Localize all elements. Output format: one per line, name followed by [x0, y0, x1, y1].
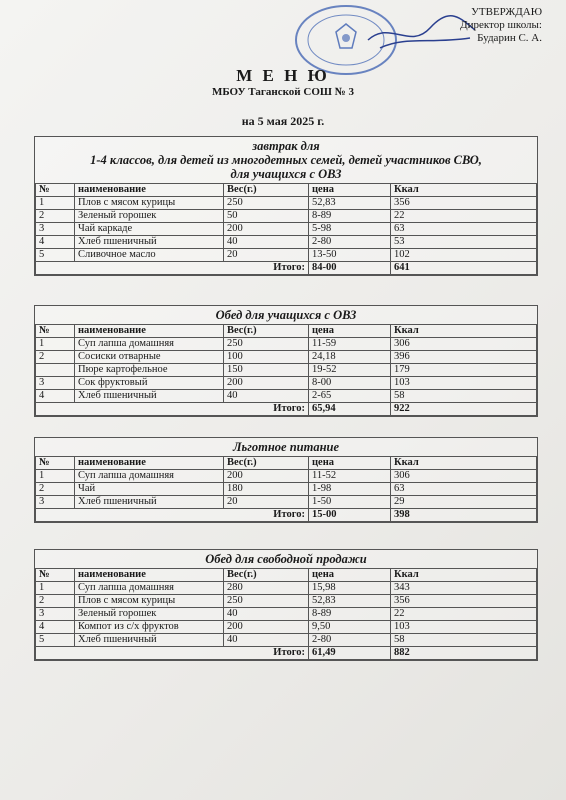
cell-price: 52,83	[309, 595, 391, 608]
cell-num: 3	[36, 496, 75, 509]
total-price: 84-00	[309, 262, 391, 275]
menu-section	[34, 437, 538, 523]
table-row	[36, 595, 537, 608]
cell-num: 3	[36, 223, 75, 236]
cell-name: Суп лапша домашняя	[75, 470, 224, 483]
table-row	[36, 377, 537, 390]
column-header-name: наименование	[75, 569, 224, 582]
cell-name: Пюре картофельное	[75, 364, 224, 377]
table-row	[36, 390, 537, 403]
total-label: Итого:	[36, 647, 309, 660]
cell-name: Суп лапша домашняя	[75, 582, 224, 595]
column-header-price: цена	[309, 325, 391, 338]
cell-num: 4	[36, 621, 75, 634]
total-kcal: 882	[391, 647, 537, 660]
section-title-line: 1-4 классов, для детей из многодетных семей, детей участников СВО,	[90, 153, 482, 167]
cell-weight: 280	[224, 582, 309, 595]
cell-weight: 200	[224, 377, 309, 390]
cell-kcal: 53	[391, 236, 537, 249]
cell-kcal: 29	[391, 496, 537, 509]
menu-section	[34, 549, 538, 661]
cell-num: 2	[36, 210, 75, 223]
cell-price: 52,83	[309, 197, 391, 210]
cell-weight: 200	[224, 470, 309, 483]
cell-kcal: 306	[391, 338, 537, 351]
cell-price: 19-52	[309, 364, 391, 377]
cell-price: 1-50	[309, 496, 391, 509]
cell-name: Плов с мясом курицы	[75, 595, 224, 608]
cell-weight: 20	[224, 249, 309, 262]
total-kcal: 398	[391, 509, 537, 522]
cell-weight: 200	[224, 223, 309, 236]
cell-num: 5	[36, 249, 75, 262]
cell-name: Сосиски отварные	[75, 351, 224, 364]
column-header-kcal: Ккал	[391, 184, 537, 197]
cell-price: 2-80	[309, 236, 391, 249]
cell-num: 1	[36, 470, 75, 483]
table-row	[36, 621, 537, 634]
table-row	[36, 470, 537, 483]
cell-num: 5	[36, 634, 75, 647]
cell-price: 9,50	[309, 621, 391, 634]
cell-num: 3	[36, 608, 75, 621]
menu-table	[35, 324, 537, 416]
cell-name: Чай	[75, 483, 224, 496]
cell-name: Хлеб пшеничный	[75, 634, 224, 647]
cell-kcal: 58	[391, 634, 537, 647]
cell-weight: 40	[224, 236, 309, 249]
cell-name: Компот из с/х фруктов	[75, 621, 224, 634]
table-header-row	[36, 325, 537, 338]
table-row	[36, 364, 537, 377]
cell-num: 1	[36, 582, 75, 595]
column-header-num: №	[36, 325, 75, 338]
cell-num: 1	[36, 197, 75, 210]
cell-price: 11-52	[309, 470, 391, 483]
column-header-price: цена	[309, 569, 391, 582]
cell-weight: 100	[224, 351, 309, 364]
cell-price: 8-89	[309, 608, 391, 621]
total-row	[36, 403, 537, 416]
cell-num: 2	[36, 595, 75, 608]
cell-num: 4	[36, 236, 75, 249]
cell-price: 8-00	[309, 377, 391, 390]
column-header-num: №	[36, 569, 75, 582]
total-row	[36, 647, 537, 660]
table-row	[36, 197, 537, 210]
table-row	[36, 338, 537, 351]
column-header-weight: Вес(г.)	[224, 325, 309, 338]
cell-weight: 40	[224, 634, 309, 647]
approval-position: Директор школы:	[460, 19, 542, 31]
column-header-kcal: Ккал	[391, 325, 537, 338]
cell-price: 24,18	[309, 351, 391, 364]
cell-price: 13-50	[309, 249, 391, 262]
total-row	[36, 262, 537, 275]
approval-line: УТВЕРЖДАЮ	[471, 6, 542, 18]
menu-section	[34, 305, 538, 417]
section-title-line: для учащихся с ОВЗ	[230, 167, 342, 181]
page-title: М Е Н Ю	[236, 66, 330, 85]
table-row	[36, 608, 537, 621]
total-price: 15-00	[309, 509, 391, 522]
table-header-row	[36, 569, 537, 582]
section-title-line: Льготное питание	[232, 440, 340, 454]
approval-name: Бударин С. А.	[477, 32, 542, 44]
total-kcal: 641	[391, 262, 537, 275]
cell-kcal: 356	[391, 595, 537, 608]
cell-weight: 250	[224, 197, 309, 210]
column-header-weight: Вес(г.)	[224, 457, 309, 470]
cell-name: Чай каркаде	[75, 223, 224, 236]
cell-name: Хлеб пшеничный	[75, 236, 224, 249]
column-header-kcal: Ккал	[391, 457, 537, 470]
cell-name: Зеленый горошек	[75, 608, 224, 621]
cell-kcal: 102	[391, 249, 537, 262]
cell-kcal: 22	[391, 210, 537, 223]
table-row	[36, 582, 537, 595]
table-row	[36, 249, 537, 262]
column-header-weight: Вес(г.)	[224, 184, 309, 197]
table-row	[36, 223, 537, 236]
column-header-name: наименование	[75, 457, 224, 470]
cell-num: 1	[36, 338, 75, 351]
table-row	[36, 210, 537, 223]
table-header-row	[36, 457, 537, 470]
cell-name: Хлеб пшеничный	[75, 390, 224, 403]
cell-price: 15,98	[309, 582, 391, 595]
section-title	[35, 550, 537, 568]
cell-kcal: 103	[391, 377, 537, 390]
cell-weight: 50	[224, 210, 309, 223]
cell-price: 2-80	[309, 634, 391, 647]
cell-name: Суп лапша домашняя	[75, 338, 224, 351]
total-row	[36, 509, 537, 522]
menu-table	[35, 568, 537, 660]
cell-kcal: 396	[391, 351, 537, 364]
total-kcal: 922	[391, 403, 537, 416]
section-title	[35, 137, 537, 183]
cell-weight: 40	[224, 390, 309, 403]
cell-weight: 250	[224, 595, 309, 608]
column-header-num: №	[36, 184, 75, 197]
cell-price: 5-98	[309, 223, 391, 236]
column-header-price: цена	[309, 457, 391, 470]
cell-name: Сок фруктовый	[75, 377, 224, 390]
column-header-num: №	[36, 457, 75, 470]
cell-price: 11-59	[309, 338, 391, 351]
section-title-line: Обед для свободной продажи	[205, 552, 367, 566]
column-header-weight: Вес(г.)	[224, 569, 309, 582]
menu-table	[35, 183, 537, 275]
cell-weight: 180	[224, 483, 309, 496]
total-label: Итого:	[36, 403, 309, 416]
table-row	[36, 236, 537, 249]
menu-section	[34, 136, 538, 276]
menu-table	[35, 456, 537, 522]
cell-kcal: 58	[391, 390, 537, 403]
cell-kcal: 306	[391, 470, 537, 483]
cell-num: 3	[36, 377, 75, 390]
cell-kcal: 356	[391, 197, 537, 210]
table-header-row	[36, 184, 537, 197]
cell-weight: 40	[224, 608, 309, 621]
cell-name: Сливочное масло	[75, 249, 224, 262]
cell-kcal: 179	[391, 364, 537, 377]
cell-num: 2	[36, 483, 75, 496]
section-title-line: завтрак для	[252, 139, 320, 153]
cell-num: 4	[36, 390, 75, 403]
menu-date: на 5 мая 2025 г.	[241, 114, 325, 128]
cell-name: Плов с мясом курицы	[75, 197, 224, 210]
cell-kcal: 63	[391, 223, 537, 236]
table-row	[36, 351, 537, 364]
cell-weight: 200	[224, 621, 309, 634]
column-header-kcal: Ккал	[391, 569, 537, 582]
cell-kcal: 22	[391, 608, 537, 621]
column-header-name: наименование	[75, 184, 224, 197]
table-row	[36, 496, 537, 509]
cell-price: 2-65	[309, 390, 391, 403]
cell-weight: 20	[224, 496, 309, 509]
cell-kcal: 103	[391, 621, 537, 634]
total-label: Итого:	[36, 262, 309, 275]
column-header-price: цена	[309, 184, 391, 197]
cell-name: Зеленый горошек	[75, 210, 224, 223]
cell-kcal: 343	[391, 582, 537, 595]
cell-num	[36, 364, 75, 377]
cell-price: 8-89	[309, 210, 391, 223]
section-title	[35, 438, 537, 456]
cell-name: Хлеб пшеничный	[75, 496, 224, 509]
cell-weight: 250	[224, 338, 309, 351]
section-title	[35, 306, 537, 324]
total-price: 65,94	[309, 403, 391, 416]
approval-block	[460, 6, 542, 45]
cell-price: 1-98	[309, 483, 391, 496]
school-name: МБОУ Таганской СОШ № 3	[211, 86, 355, 98]
cell-num: 2	[36, 351, 75, 364]
total-price: 61,49	[309, 647, 391, 660]
table-row	[36, 634, 537, 647]
cell-weight: 150	[224, 364, 309, 377]
table-row	[36, 483, 537, 496]
total-label: Итого:	[36, 509, 309, 522]
column-header-name: наименование	[75, 325, 224, 338]
section-title-line: Обед для учащихся с ОВЗ	[215, 308, 357, 322]
cell-kcal: 63	[391, 483, 537, 496]
